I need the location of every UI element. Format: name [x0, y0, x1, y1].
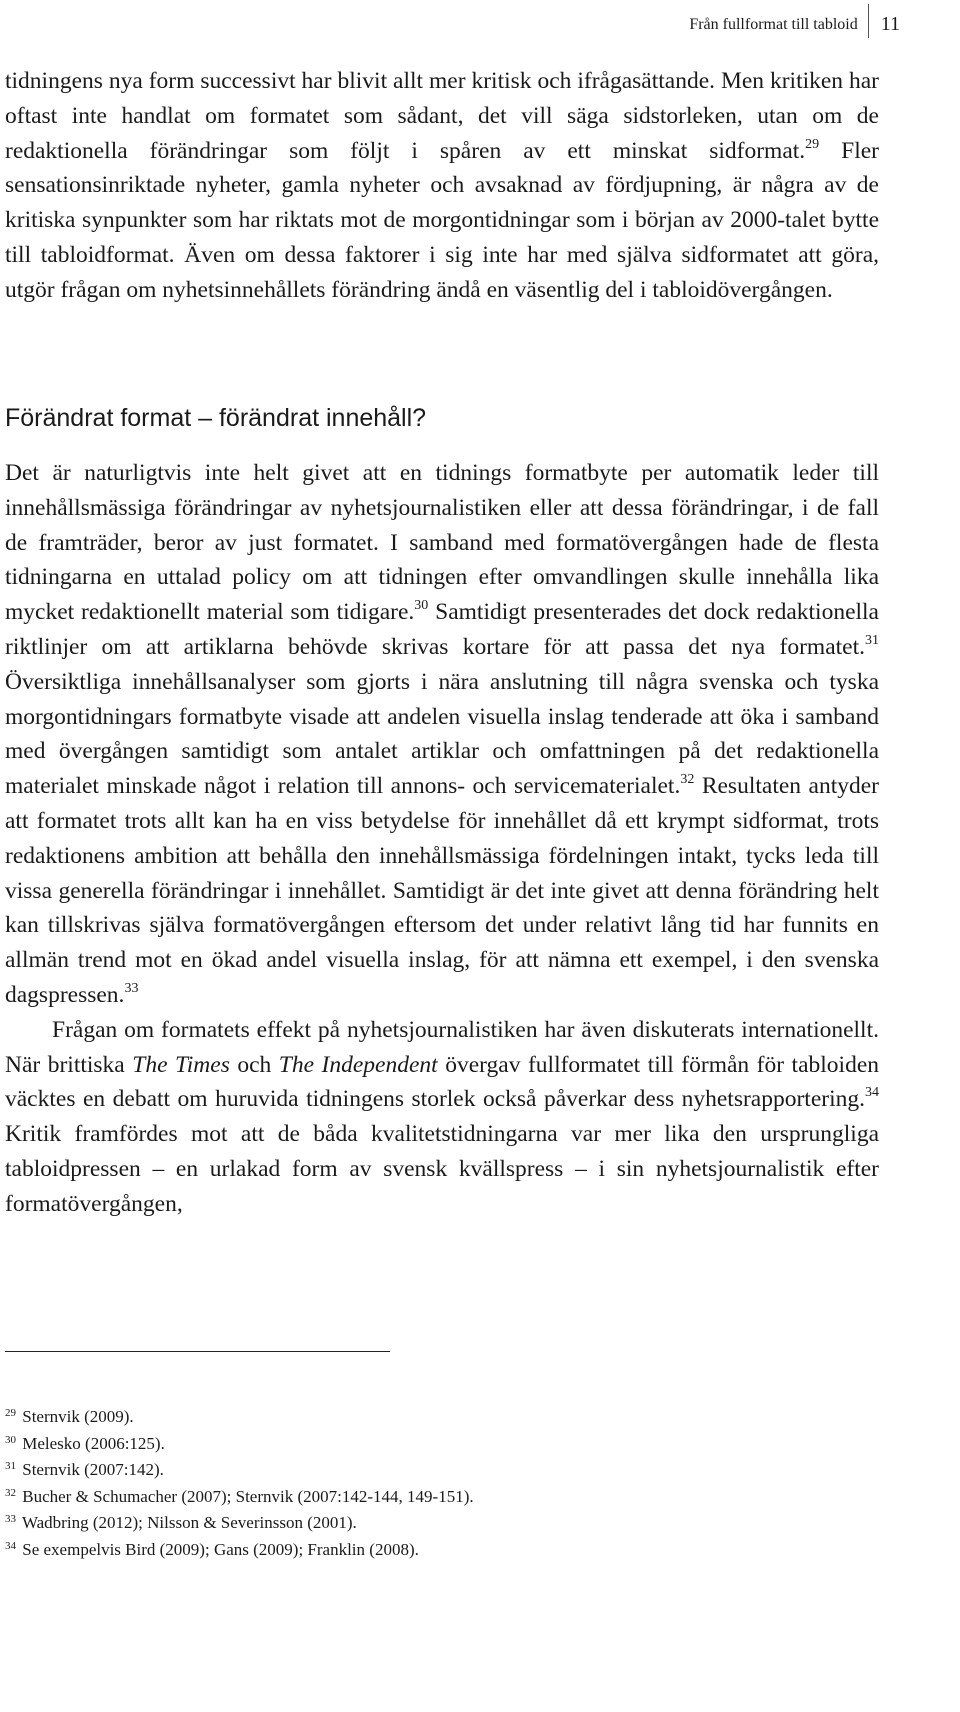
paragraph-2-text-b: Samtidigt presenterades det dock redaktionella riktlinjer om att artiklarna behövde skrivas kortare för att passa det nya formatet.: [5, 599, 879, 660]
running-title: Från fullformat till tabloid: [689, 16, 858, 33]
footnote-ref-33: 33: [124, 980, 139, 996]
footnote-33: [5, 1510, 474, 1537]
footnote-31: [5, 1457, 474, 1484]
paragraph-3-text-d: Kritik framfördes mot att de båda kvalitetstidningarna var mer lika den ursprungliga tabloidpressen – en urlakad form av svensk kvällspress – i sin nyhetsjournalistik efter formatövergången,: [5, 1121, 879, 1217]
footnote-text: Melesko (2006:125).: [22, 1433, 165, 1453]
footnote-ref-29: 29: [805, 136, 820, 152]
footnote-29: [5, 1404, 474, 1431]
paragraph-2-text-c: Översiktliga innehållsanalyser som gjorts i nära anslutning till några svenska och tyska morgontidningars formatbyte visade att andelen visuella inslag tenderade att öka i samband med övergången samtidigt som antalet artiklar och omfattningen på det redaktionella materialet minskade något i relation till annons- och servicematerialet.: [5, 668, 879, 800]
running-header: [689, 4, 900, 38]
footnote-ref-34: 34: [865, 1085, 879, 1101]
footnote-separator: [5, 1351, 390, 1352]
footnote-text: Sternvik (2007:142).: [22, 1460, 164, 1480]
footnote-text: Sternvik (2009).: [22, 1407, 134, 1426]
footnote-text: Bucher & Schumacher (2007); Sternvik (2007:142-144, 149-151).: [22, 1486, 474, 1506]
footnote-34: [5, 1537, 474, 1564]
footnote-text: Se exempelvis Bird (2009); Gans (2009); Franklin (2008).: [22, 1539, 419, 1559]
paragraph-1: [5, 64, 879, 308]
paragraph-2-text-d: Resultaten antyder att formatet trots allt kan ha en viss betydelse för innehållet då ett krympt sidformat, trots redaktionens ambition att behålla den innehållsmässiga fördelningen intakt, tycks leda till vissa generella förändringar i innehållet. Samtidigt är det inte givet att denna förändring helt kan tillskrivas själva formatövergången eftersom det under relativt lång tid har funnits en allmän trend mot en ökad andel visuella inslag, för att nämna ett exempel, i den svenska dagspressen.: [5, 773, 879, 1008]
footnote-number: 30: [5, 1433, 16, 1446]
paragraph-1-text-b: Fler sensationsinriktade nyheter, gamla nyheter och avsaknad av fördjupning, är några av de kritiska synpunkter som har riktats mot de morgontidningar som i början av 2000-talet bytte till tabloidformat. Även om dessa faktorer i sig inte har med själva sidformatet att göra, utgör frågan om nyhetsinnehållets förändring ändå en väsentlig del i tabloidövergången.: [5, 137, 880, 303]
footnote-number: 32: [5, 1486, 16, 1499]
paragraph-3-text-b: och: [229, 1051, 279, 1078]
footnote-32: [5, 1484, 474, 1511]
paragraph-2: [5, 456, 879, 1013]
footnote-number: 33: [5, 1513, 16, 1526]
footnote-text: Wadbring (2012); Nilsson & Severinsson (2001).: [21, 1513, 357, 1533]
footnote-number: 31: [5, 1460, 16, 1473]
section-heading: Förändrat format – förändrat innehåll?: [5, 404, 427, 432]
footnote-ref-32: 32: [680, 772, 695, 788]
paragraph-3-text-a: Frågan om formatets effekt på nyhetsjournalistiken har även diskuterats internationellt. När brittiska: [5, 1016, 879, 1078]
paragraph-1-text-a: tidningens nya form successivt har blivit allt mer kritisk och ifrågasättande. Men kritiken har oftast inte handlat om formatet som sådant, det vill säga sidstorleken, utan om de redaktionella förändringar som följt i spåren av ett minskat sidformat.: [5, 68, 879, 164]
page-number: 11: [880, 13, 900, 35]
footnote-ref-30: 30: [414, 598, 429, 614]
paragraph-3: [5, 1013, 879, 1222]
footnote-30: [5, 1431, 474, 1458]
footnote-number: 29: [5, 1407, 16, 1419]
title-the-times: The Times: [132, 1051, 230, 1078]
footnote-number: 34: [5, 1539, 16, 1552]
title-the-independent: The Independent: [278, 1051, 438, 1078]
section-body: [5, 456, 879, 1222]
footnotes-list: [5, 1404, 474, 1564]
paragraph-2-text-a: Det är naturligtvis inte helt givet att en tidnings formatbyte per automatik leder till innehållsmässiga förändringar av nyhetsjournalistiken eller att dessa förändringar, i de fall de framträder, beror av just formatet. I samband med formatövergången hade de flesta tidningarna en uttalad policy om att tidningen efter omvandlingen skulle innehålla lika mycket redaktionellt material som tidigare.: [5, 460, 879, 626]
paragraph-3-text-c: övergav fullformatet till förmån för tabloiden väcktes en debatt om huruvida tidningens storlek också påverkar dess nyhetsrapportering.: [5, 1051, 880, 1113]
footnote-ref-31: 31: [865, 632, 879, 648]
